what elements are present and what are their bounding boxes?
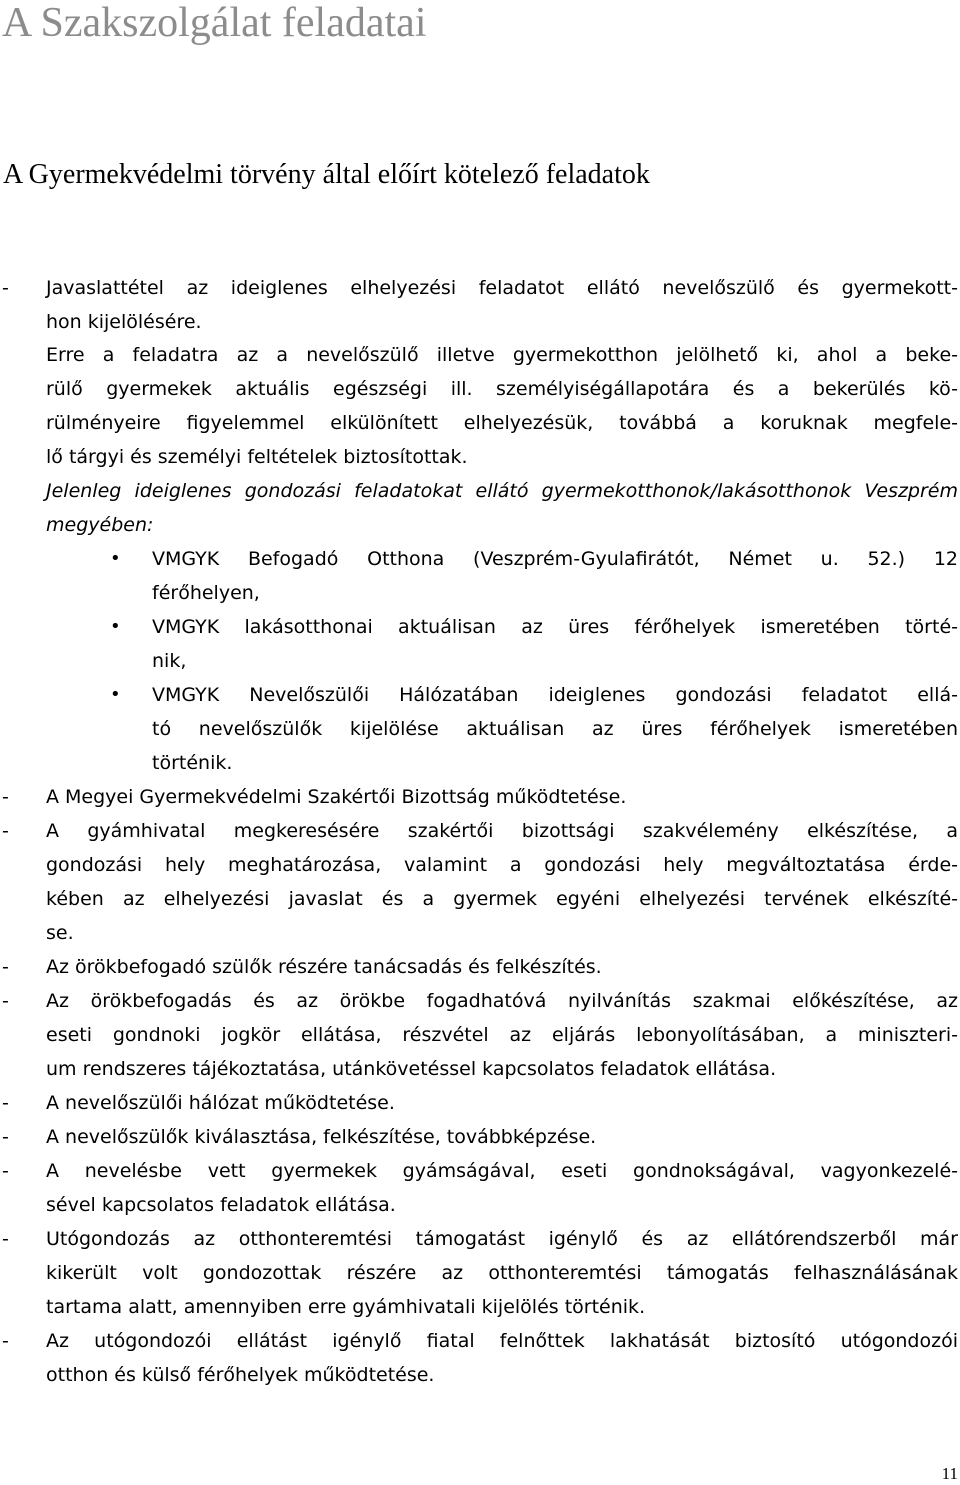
page-number: 11 [941, 1464, 958, 1483]
list-dash: - [2, 1160, 9, 1182]
list-dash: - [2, 1330, 9, 1352]
list-item-line: A gyámhivatal megkeresésére szakértői bizottsági szakvélemény elkészítése, a [46, 820, 958, 842]
bullet-line: férőhelyen, [152, 582, 260, 604]
bullet-line: nik, [152, 650, 187, 672]
list-item-line: Javaslattétel az ideiglenes elhelyezési feladatot ellátó nevelőszülő és gyermekott- [46, 277, 958, 299]
list-dash: - [2, 1092, 9, 1114]
list-item-line: A nevelésbe vett gyermekek gyámságával, eseti gondnokságával, vagyonkezelé- [46, 1160, 958, 1182]
section-heading: A Gyermekvédelmi törvény által előírt kötelező feladatok [3, 159, 650, 190]
list-item-line: eseti gondnoki jogkör ellátása, részvétel az eljárás lebonyolításában, a miniszteri- [46, 1024, 958, 1046]
list-item-line: se. [46, 922, 74, 944]
list-item-line: A nevelőszülők kiválasztása, felkészítése, továbbképzése. [46, 1126, 597, 1148]
list-item-line: otthon és külső férőhelyek működtetése. [46, 1364, 435, 1386]
list-item-line: rülményeire figyelemmel elkülönített elhelyezésük, továbbá a koruknak megfele- [46, 412, 958, 434]
list-dash: - [2, 786, 9, 808]
bullet-line: VMGYK Befogadó Otthona (Veszprém-Gyulafirátót, Német u. 52.) 12 [152, 548, 958, 570]
list-dash: - [2, 820, 9, 842]
list-item-line: um rendszeres tájékoztatása, utánkövetéssel kapcsolatos feladatok ellátása. [46, 1058, 777, 1080]
list-item-line: gondozási hely meghatározása, valamint a gondozási hely megváltoztatása érde- [46, 854, 958, 876]
list-item-line: kikerült volt gondozottak részére az otthonteremtési támogatás felhasználásának [46, 1262, 958, 1284]
note-line: Jelenleg ideiglenes gondozási feladatokat ellátó gyermekotthonok/lakásotthonok Veszprém [46, 480, 958, 502]
list-item-line: A nevelőszülői hálózat működtetése. [46, 1092, 395, 1114]
list-item-line: Az utógondozói ellátást igénylő fiatal felnőttek lakhatását biztosító utógondozói [46, 1330, 958, 1352]
list-item-line: rülő gyermekek aktuális egészségi ill. személyiségállapotára és a bekerülés kö- [46, 378, 958, 400]
list-item-line: sével kapcsolatos feladatok ellátása. [46, 1194, 396, 1216]
list-item-line: Az örökbefogadás és az örökbe fogadhatóvá nyilvánítás szakmai előkészítése, az [46, 990, 958, 1012]
bullet-line: tó nevelőszülők kijelölése aktuálisan az üres férőhelyek ismeretében [152, 718, 958, 740]
bullet-marker: • [110, 616, 121, 637]
bullet-line: VMGYK lakásotthonai aktuálisan az üres férőhelyek ismeretében törté- [152, 616, 958, 638]
bullet-marker: • [110, 684, 121, 705]
list-item-line: A Megyei Gyermekvédelmi Szakértői Bizottság működtetése. [46, 786, 627, 808]
bullet-line: VMGYK Nevelőszülői Hálózatában ideiglenes gondozási feladatot ellá- [152, 684, 958, 706]
page-title: A Szakszolgálat feladatai [2, 0, 427, 46]
bullet-marker: • [110, 548, 121, 569]
list-item-line: tartama alatt, amennyiben erre gyámhivatali kijelölés történik. [46, 1296, 646, 1318]
list-dash: - [2, 956, 9, 978]
list-item-line: Erre a feladatra az a nevelőszülő illetve gyermekotthon jelölhető ki, ahol a beke- [46, 344, 958, 366]
list-dash: - [2, 1228, 9, 1250]
list-item-line: Utógondozás az otthonteremtési támogatást igénylő és az ellátórendszerből már [46, 1228, 958, 1250]
list-item-line: kében az elhelyezési javaslat és a gyermek egyéni elhelyezési tervének elkészíté- [46, 888, 958, 910]
list-item-line: hon kijelölésére. [46, 311, 202, 333]
list-dash: - [2, 990, 9, 1012]
bullet-line: történik. [152, 752, 233, 774]
list-dash: - [2, 277, 9, 299]
note-line: megyében: [46, 514, 154, 536]
list-item-line: Az örökbefogadó szülők részére tanácsadás és felkészítés. [46, 956, 602, 978]
list-dash: - [2, 1126, 9, 1148]
list-item-line: lő tárgyi és személyi feltételek biztosítottak. [46, 446, 468, 468]
